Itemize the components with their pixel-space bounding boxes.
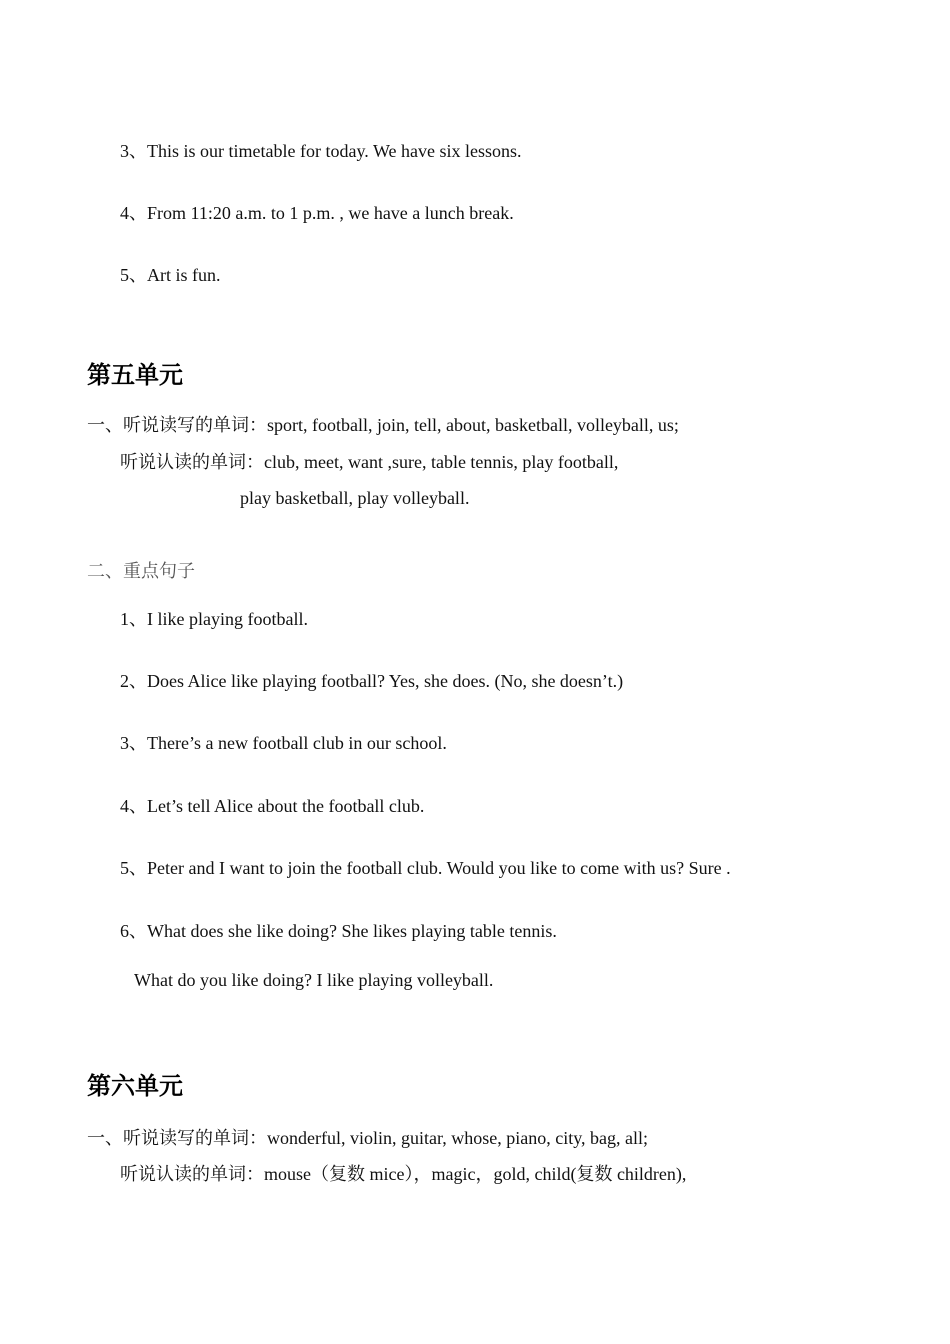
unit5-sentence-1: 1、I like playing football. [120,609,308,629]
unit5-heading: 第五单元 [87,361,183,389]
unit4-sentence-3: 3、This is our timetable for today. We have six lessons. [120,141,522,161]
unit5-sentence-6: 6、What does she like doing? She likes playing table tennis. [120,921,557,941]
unit6-words-line1: 一、听说读写的单词：wonderful, violin, guitar, whose, piano, city, bag, all; [87,1128,649,1148]
unit5-words-line3: play basketball, play volleyball. [240,488,470,508]
unit5-sentence-6b: What do you like doing? I like playing volleyball. [134,970,494,990]
unit5-sentence-2: 2、Does Alice like playing football? Yes, she does. (No, she doesn’t.) [120,671,624,691]
unit5-words-line1: 一、听说读写的单词：sport, football, join, tell, about, basketball, volleyball, us; [87,415,679,435]
unit5-sentence-5: 5、Peter and I want to join the football club. Would you like to come with us? Sure . [120,858,731,878]
unit5-sentence-3: 3、There’s a new football club in our school. [120,733,447,753]
unit4-sentence-5: 5、Art is fun. [120,265,221,285]
unit5-key-sentences-title: 二、重点句子 [87,561,195,581]
unit5-sentence-4: 4、Let’s tell Alice about the football club. [120,796,425,816]
unit4-sentence-4: 4、From 11:20 a.m. to 1 p.m. , we have a lunch break. [120,203,514,223]
unit5-words-line2: 听说认读的单词：club, meet, want ,sure, table tennis, play football, [120,452,619,472]
unit6-heading: 第六单元 [87,1072,183,1100]
unit6-words-line2: 听说认读的单词：mouse（复数 mice），magic，gold, child(复数 children), [120,1164,687,1184]
